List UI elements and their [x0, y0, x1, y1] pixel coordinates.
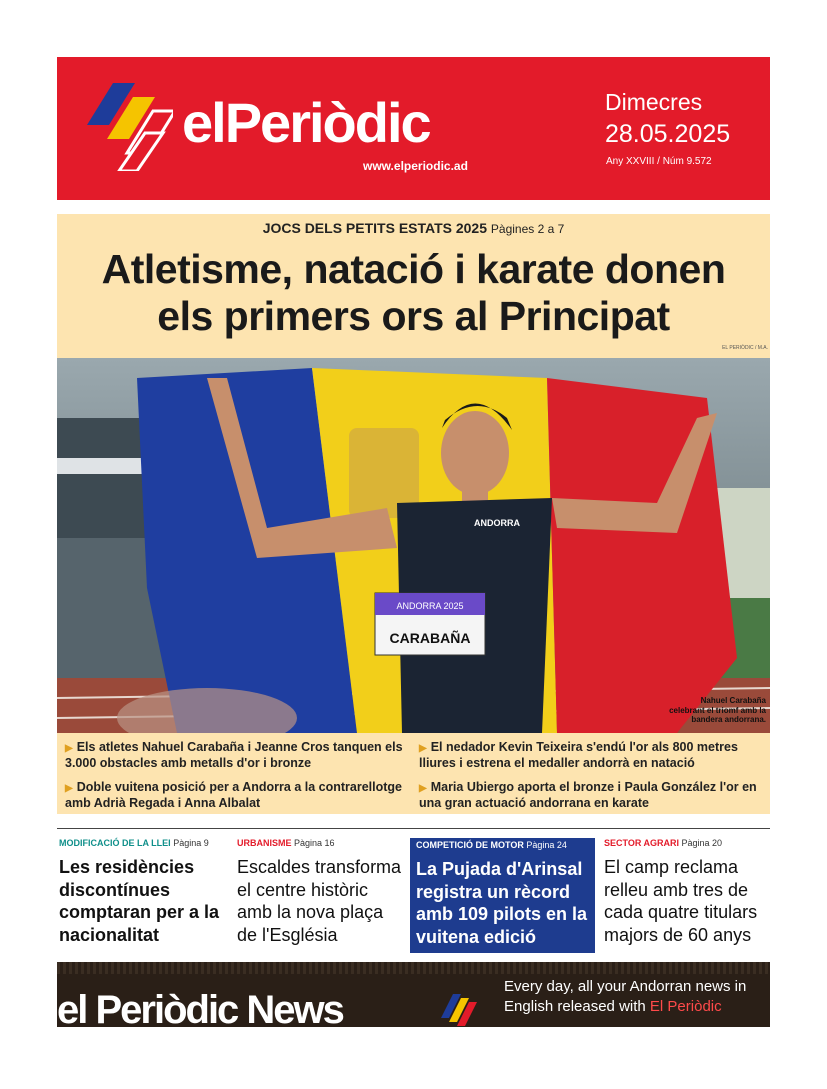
story-title: Escaldes transforma el centre històric amb la nova plaça de l'Església [237, 857, 402, 945]
caption-line-1: Nahuel Carabaña [700, 696, 766, 706]
story-tag: COMPETICIÓ DE MOTOR Pàgina 24 [416, 840, 567, 850]
bib-event: ANDORRA 2025 [396, 601, 464, 611]
triangle-bullet-icon: ▶ [419, 743, 427, 754]
banner-promo-text: Every day, all your Andorran news in English released with El Periòdic [504, 978, 747, 1015]
kicker-label: JOCS DELS PETITS ESTATS 2025 [262, 220, 488, 236]
athlete-with-flag-illustration [57, 358, 770, 733]
newspaper-logo[interactable]: elPeriòdic [182, 91, 430, 154]
headline-line-2: els primers ors al Principat [157, 293, 670, 340]
brand-name: El Periòdic [649, 997, 722, 1015]
website-url[interactable]: www.elperiodic.ad [363, 159, 468, 173]
story-tag: SECTOR AGRARI Pàgina 20 [604, 838, 723, 848]
story-agriculture[interactable] [604, 838, 770, 946]
triangle-bullet-icon: ▶ [419, 783, 427, 794]
triangle-bullet-icon: ▶ [65, 743, 73, 754]
bullet-item[interactable]: ▶ Els atletes Nahuel Carabaña i Jeanne Cros tanquen els 3.000 obstacles amb metalls d'or i bronze [65, 740, 403, 770]
issue-date: 28.05.2025 [605, 120, 731, 148]
andorra-flag-icon [439, 992, 477, 1026]
bullet-item[interactable]: ▶ Maria Ubiergo aporta el bronze i Paula González l'or en una gran actuació andorrana en karate [419, 780, 757, 810]
lead-kicker [57, 220, 770, 236]
caption-line-2: celebrant el triomf amb la [669, 705, 766, 715]
story-title: El camp reclama relleu amb tres de cada quatre titulars majors de 60 anys [604, 857, 758, 945]
lead-bullets [57, 736, 770, 814]
story-urbanism[interactable] [237, 838, 407, 946]
story-tag: MODIFICACIÓ DE LA LLEI Pàgina 9 [59, 838, 209, 848]
section-divider [57, 828, 770, 829]
andorra-flag-logo-icon [83, 79, 173, 171]
lead-headline[interactable] [57, 246, 770, 340]
masthead [57, 57, 770, 200]
news-banner[interactable] [57, 962, 770, 1027]
issue-number: Any XXVIII / Núm 9.572 [606, 156, 712, 167]
bullet-item[interactable]: ▶ Doble vuitena posició per a Andorra a la contrarellotge amb Adrià Regada i Anna Albalat [65, 780, 403, 810]
story-nationality[interactable] [59, 838, 229, 946]
shirt-text: ANDORRA [474, 518, 520, 528]
bib-name: CARABAÑA [389, 630, 471, 646]
headline-line-1: Atletisme, natació i karate donen [101, 246, 726, 292]
bullet-item[interactable]: ▶ El nedador Kevin Teixeira s'endú l'or als 800 metres lliures i estrena el medaller andorrà en natació [419, 740, 738, 770]
story-title: Les residències discontínues comptaran per a la nacionalitat [59, 857, 220, 945]
banner-stripe [57, 962, 770, 974]
story-tag: URBANISME Pàgina 16 [237, 838, 335, 848]
lead-photo[interactable] [57, 358, 770, 733]
news-logo: el Periòdic News [57, 988, 343, 1027]
story-title: La Pujada d'Arinsal registra un rècord amb 109 pilots en la vuitena edició [416, 859, 588, 947]
story-motor[interactable] [410, 838, 595, 953]
photo-caption [656, 696, 766, 725]
kicker-pages: Pàgines 2 a 7 [490, 222, 565, 236]
photo-credit: EL PERIÒDIC / M.A. [722, 345, 768, 351]
issue-day: Dimecres [605, 89, 703, 115]
triangle-bullet-icon: ▶ [65, 783, 73, 794]
lead-story[interactable] [57, 214, 770, 814]
caption-line-3: bandera andorrana. [691, 715, 766, 725]
